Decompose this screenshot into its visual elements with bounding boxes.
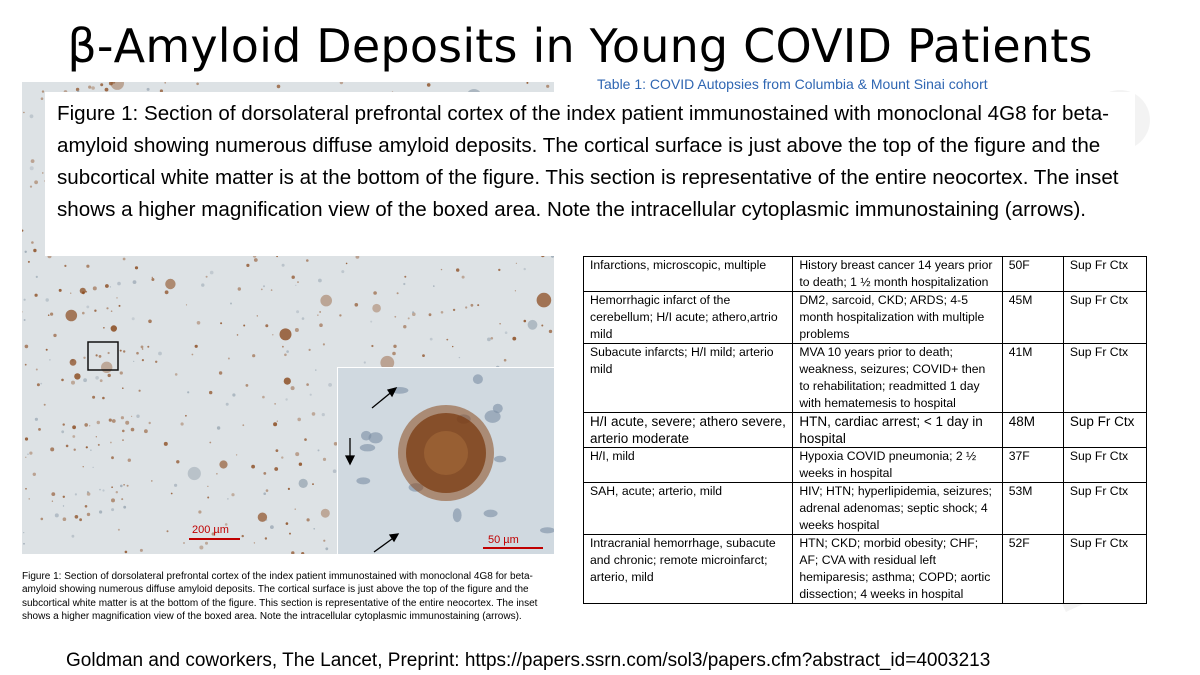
region-cell: Sup Fr Ctx	[1063, 292, 1146, 344]
citation-footer: Goldman and coworkers, The Lancet, Preprint: https://papers.ssrn.com/sol3/papers.cfm?abstract_id=4003213	[66, 650, 991, 671]
history-cell: MVA 10 years prior to death; weakness, seizures; COVID+ then to rehabilitation; readmitted 1 day with hematemesis to hospital	[793, 344, 1002, 413]
region-cell: Sup Fr Ctx	[1063, 535, 1146, 604]
figure-caption-small: Figure 1: Section of dorsolateral prefrontal cortex of the index patient immunostained with monoclonal 4G8 for beta-amyloid showing numerous diffuse amyloid deposits. The cortical surface is just above the top of the figure and the subcortical white matter is at the bottom of the figure. This section is representative of the entire neocortex. The inset shows a higher magnification view of the boxed area. Note the intracellular cytoplasmic immunostaining (arrows).	[22, 571, 538, 623]
figure-caption-large: Figure 1: Section of dorsolateral prefrontal cortex of the index patient immunostained with monoclonal 4G8 for beta-amyloid showing numerous diffuse amyloid deposits. The cortical surface is just above the top of the figure and the subcortical white matter is at the bottom of the figure. This section is representative of the entire neocortex. The inset shows a higher magnification view of the boxed area. Note the intracellular cytoplasmic immunostaining (arrows).	[45, 92, 1135, 256]
diagnosis-cell: H/I, mild	[584, 448, 793, 483]
diagnosis-cell: SAH, acute; arterio, mild	[584, 483, 793, 535]
table-row	[584, 448, 1147, 483]
age-sex-cell: 53M	[1002, 483, 1063, 535]
region-cell: Sup Fr Ctx	[1063, 413, 1146, 448]
history-cell: HTN; CKD; morbid obesity; CHF; AF; CVA with residual left hemiparesis; asthma; COPD; aortic dissection; 4 weeks in hospital	[793, 535, 1002, 604]
inset-image	[337, 367, 554, 554]
scale-label-main: 200 µm	[192, 524, 229, 536]
history-cell: HTN, cardiac arrest; < 1 day in hospital	[793, 413, 1002, 448]
region-cell: Sup Fr Ctx	[1063, 448, 1146, 483]
age-sex-cell: 41M	[1002, 344, 1063, 413]
slide-title: β-Amyloid Deposits in Young COVID Patients	[67, 19, 1093, 73]
table-row	[584, 257, 1147, 292]
table-caption: Table 1: COVID Autopsies from Columbia & Mount Sinai cohort	[597, 76, 988, 92]
scale-label-inset: 50 µm	[488, 534, 519, 546]
autopsy-table	[583, 256, 1147, 604]
age-sex-cell: 37F	[1002, 448, 1063, 483]
age-sex-cell: 52F	[1002, 535, 1063, 604]
history-cell: History breast cancer 14 years prior to death; 1 ½ month hospitalization	[793, 257, 1002, 292]
table-row	[584, 413, 1147, 448]
age-sex-cell: 45M	[1002, 292, 1063, 344]
diagnosis-cell: Infarctions, microscopic, multiple	[584, 257, 793, 292]
table-row	[584, 292, 1147, 344]
age-sex-cell: 48M	[1002, 413, 1063, 448]
history-cell: HIV; HTN; hyperlipidemia, seizures; adrenal adenomas; septic shock; 4 weeks hospital	[793, 483, 1002, 535]
table-row	[584, 535, 1147, 604]
region-cell: Sup Fr Ctx	[1063, 344, 1146, 413]
diagnosis-cell: Hemorrhagic infarct of the cerebellum; H/I acute; athero,artrio mild	[584, 292, 793, 344]
diagnosis-cell: H/I acute, severe; athero severe, arterio moderate	[584, 413, 793, 448]
region-cell: Sup Fr Ctx	[1063, 483, 1146, 535]
diagnosis-cell: Subacute infarcts; H/I mild; arterio mild	[584, 344, 793, 413]
table-row	[584, 344, 1147, 413]
history-cell: Hypoxia COVID pneumonia; 2 ½ weeks in hospital	[793, 448, 1002, 483]
age-sex-cell: 50F	[1002, 257, 1063, 292]
history-cell: DM2, sarcoid, CKD; ARDS; 4-5 month hospitalization with multiple problems	[793, 292, 1002, 344]
region-cell: Sup Fr Ctx	[1063, 257, 1146, 292]
table-row	[584, 483, 1147, 535]
diagnosis-cell: Intracranial hemorrhage, subacute and chronic; remote microinfarct; arterio, mild	[584, 535, 793, 604]
